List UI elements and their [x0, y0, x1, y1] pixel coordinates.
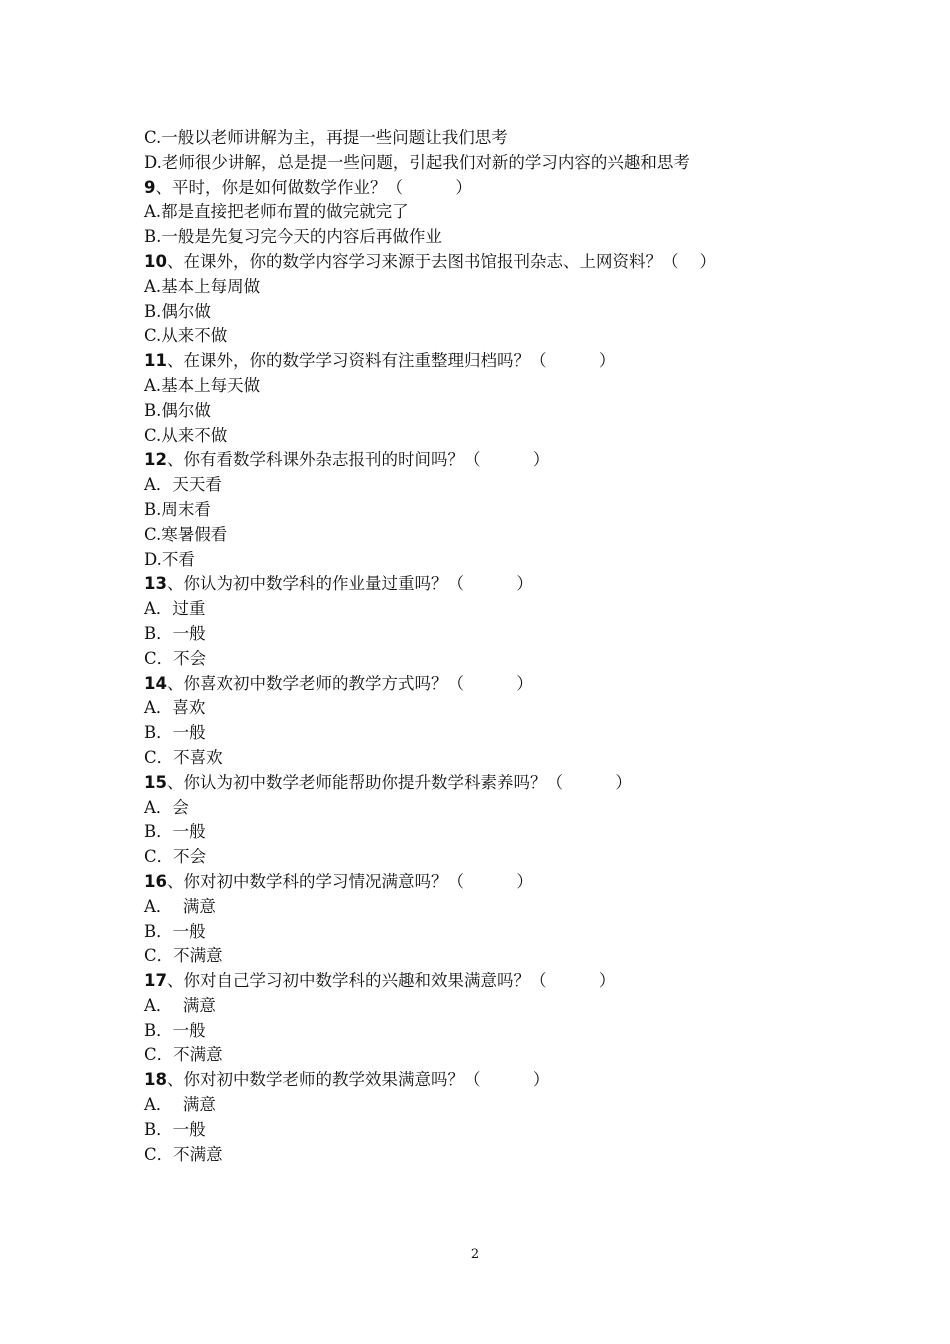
question-text: 、你对初中数学老师的教学效果满意吗？（ ） — [166, 1070, 550, 1090]
answer-option: C.一般以老师讲解为主，再提一些问题让我们思考 — [144, 128, 508, 147]
answer-option: B．一般 — [144, 921, 206, 941]
question-number: 11 — [144, 351, 167, 371]
question-line — [144, 969, 824, 994]
answer-option: B.周末看 — [144, 499, 211, 519]
answer-option: B.偶尔做 — [144, 301, 211, 321]
question-number: 13 — [144, 574, 167, 594]
question-line — [144, 572, 824, 597]
question-number: 10 — [144, 251, 167, 271]
answer-option: C．不喜欢 — [144, 747, 223, 767]
answer-option: C．不满意 — [144, 946, 223, 966]
answer-option: B．一般 — [144, 1020, 206, 1040]
answer-option: A． 满意 — [144, 1095, 216, 1115]
question-text: 、在课外，你的数学内容学习来源于去图书馆报刊杂志、上网资料？（ ） — [166, 251, 716, 271]
page-number: 2 — [470, 1247, 480, 1262]
answer-option: C．不满意 — [144, 1144, 223, 1164]
question-number: 12 — [144, 450, 167, 470]
answer-option: B．一般 — [144, 1119, 206, 1139]
question-text: 、你对初中数学科的学习情况满意吗？（ ） — [166, 871, 533, 891]
answer-option: C.从来不做 — [144, 425, 228, 445]
answer-option: A．喜欢 — [144, 698, 206, 718]
question-number: 16 — [144, 871, 167, 891]
question-text: 、在课外，你的数学学习资料有注重整理归档吗？（ ） — [166, 351, 616, 371]
question-line — [144, 448, 824, 473]
answer-option: B．一般 — [144, 822, 206, 842]
answer-option: D.老师很少讲解，总是提一些问题，引起我们对新的学习内容的兴趣和思考 — [144, 152, 690, 172]
answer-option: B.偶尔做 — [144, 400, 211, 420]
answer-option: A． 满意 — [144, 995, 216, 1015]
answer-option: B．一般 — [144, 723, 206, 743]
answer-option: C.从来不做 — [144, 326, 228, 346]
answer-option: C．不会 — [144, 847, 207, 867]
answer-option: A．过重 — [144, 599, 206, 619]
question-line — [144, 176, 824, 201]
answer-option: A． 满意 — [144, 896, 216, 916]
question-text: 、你有看数学科课外杂志报刊的时间吗？（ ） — [166, 450, 550, 470]
answer-option: A．会 — [144, 797, 189, 817]
document-body — [144, 126, 824, 1167]
answer-option: B.一般是先复习完今天的内容后再做作业 — [144, 227, 442, 247]
question-number: 15 — [144, 772, 167, 792]
answer-option: A.基本上每周做 — [144, 276, 261, 296]
answer-option: C．不会 — [144, 648, 207, 668]
question-text: 、你对自己学习初中数学科的兴趣和效果满意吗？（ ） — [166, 971, 616, 991]
question-number: 14 — [144, 673, 167, 693]
question-text: 、平时，你是如何做数学作业？（ ） — [155, 177, 472, 197]
question-line — [144, 771, 824, 796]
answer-option: D.不看 — [144, 549, 195, 569]
question-line — [144, 870, 824, 895]
question-line — [144, 349, 824, 374]
answer-option: A.基本上每天做 — [144, 375, 261, 395]
question-number: 17 — [144, 971, 167, 991]
answer-option: A．天天看 — [144, 475, 222, 495]
question-number: 9 — [144, 177, 156, 197]
answer-option: A.都是直接把老师布置的做完就完了 — [144, 202, 409, 222]
answer-option: C.寒暑假看 — [144, 524, 228, 544]
question-number: 18 — [144, 1070, 167, 1090]
question-text: 、你认为初中数学科的作业量过重吗？（ ） — [166, 574, 533, 594]
question-text: 、你喜欢初中数学老师的教学方式吗？（ ） — [166, 673, 533, 693]
question-line — [144, 250, 824, 275]
question-text: 、你认为初中数学老师能帮助你提升数学科素养吗？（ ） — [166, 772, 632, 792]
answer-option: B．一般 — [144, 623, 206, 643]
question-line — [144, 672, 824, 697]
question-line — [144, 1068, 824, 1093]
answer-option: C．不满意 — [144, 1045, 223, 1065]
